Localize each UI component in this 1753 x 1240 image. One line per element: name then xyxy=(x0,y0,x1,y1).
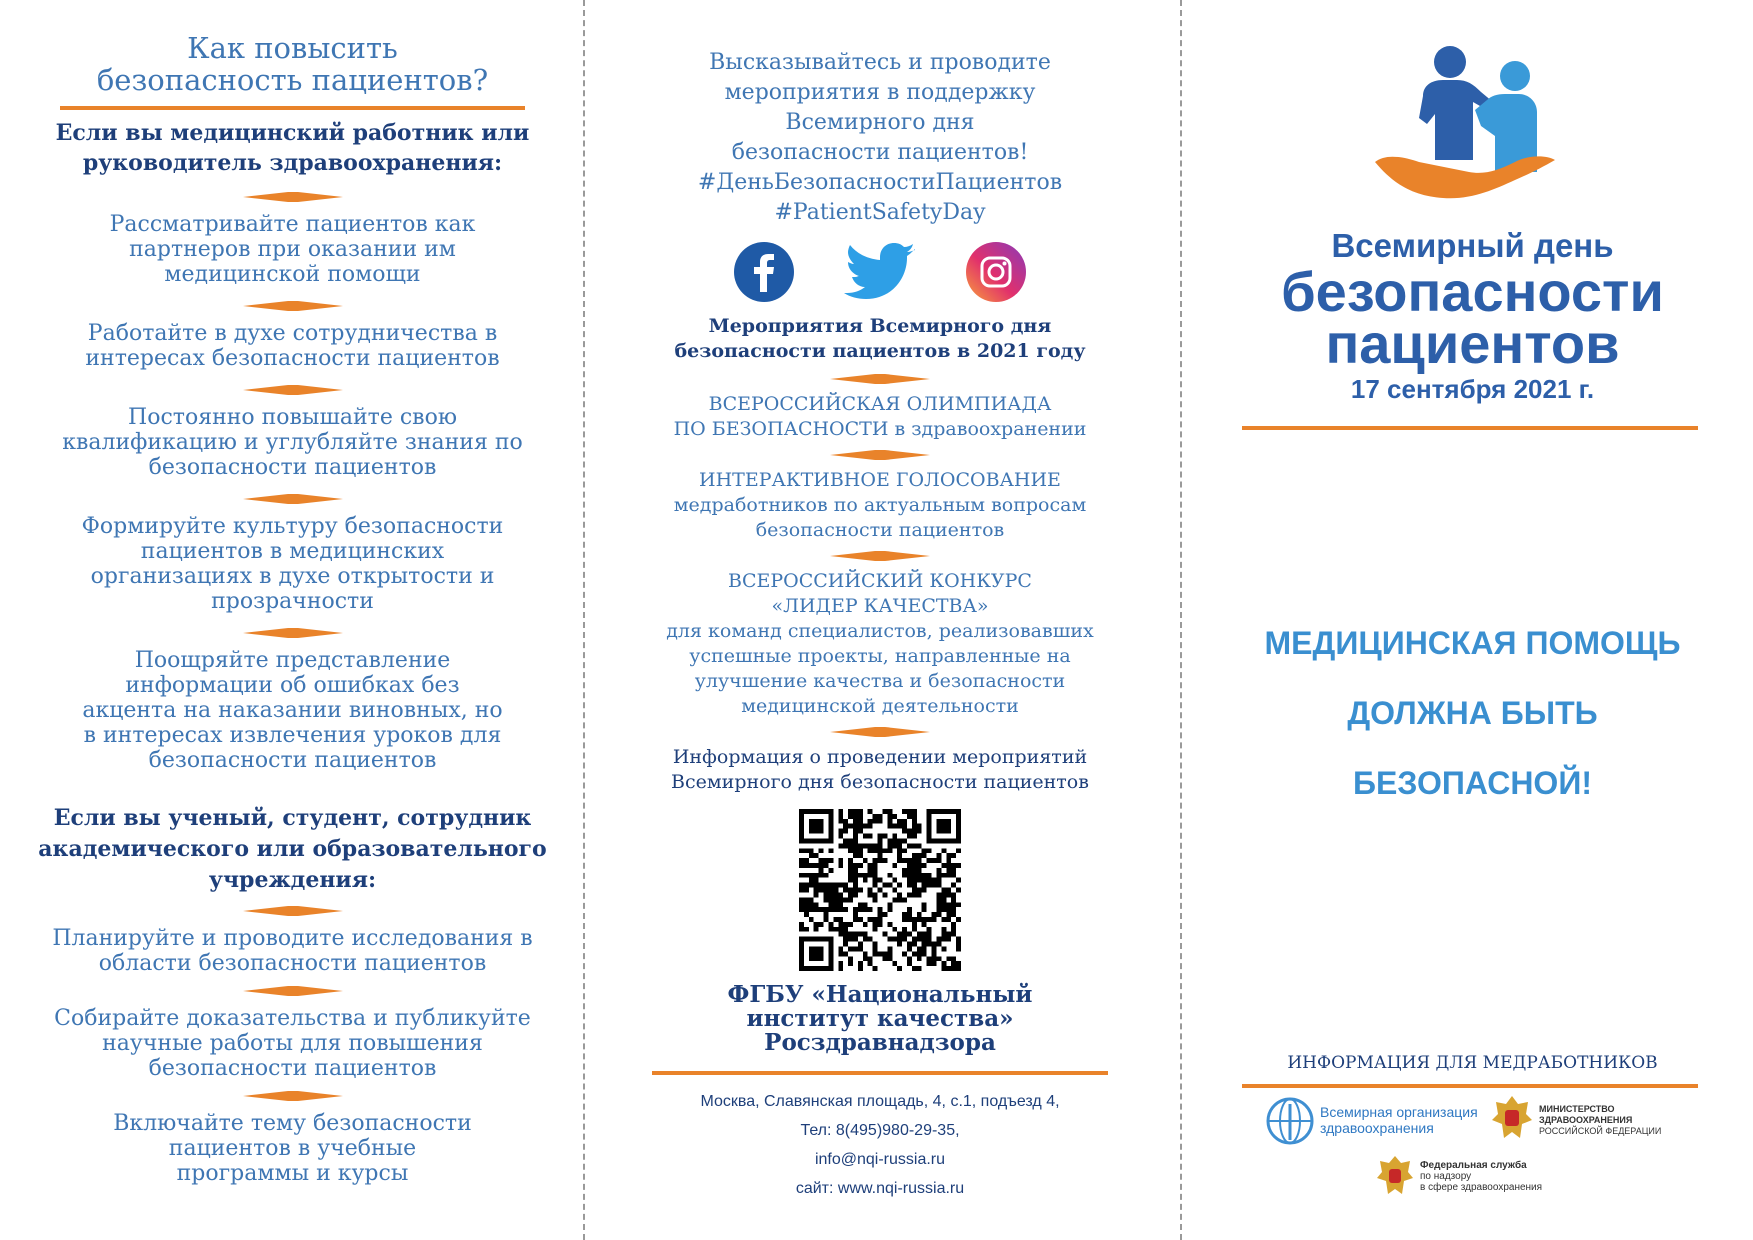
text-line: Рассматривайте пациентов как xyxy=(109,212,476,237)
text-line: безопасности пациентов xyxy=(755,519,1005,541)
text-line: #ДеньБезопасностиПациентов xyxy=(697,170,1063,195)
advice-item xyxy=(30,212,555,287)
info-underline xyxy=(1242,1084,1698,1088)
who-name: Всемирная организация здравоохранения xyxy=(1320,1104,1478,1136)
title-underline xyxy=(60,106,525,110)
text-line: ВСЕРОССИЙСКИЙ КОНКУРС xyxy=(728,570,1032,592)
advice-item xyxy=(30,514,555,614)
middle-panel xyxy=(640,0,1120,1240)
email-link[interactable]: info@nqi-russia.ru xyxy=(814,1151,946,1168)
text-line: безопасности пациентов! xyxy=(731,140,1029,165)
slogan: МЕДИЦИНСКАЯ ПОМОЩЬ ДОЛЖНА БЫТЬ БЕЗОПАСНОЙ! xyxy=(1264,625,1681,801)
text-line: организациях в духе открытости и xyxy=(90,564,495,589)
events-heading: Мероприятия Всемирного дня безопасности пациентов в 2021 году xyxy=(674,315,1086,362)
divider xyxy=(243,192,343,202)
text-line: «ЛИДЕР КАЧЕСТВА» xyxy=(771,595,989,617)
qr-code[interactable] xyxy=(799,809,961,971)
org-underline xyxy=(652,1071,1108,1075)
info-text xyxy=(640,745,1120,795)
text-line: Постоянно повышайте свою xyxy=(128,405,457,430)
divider xyxy=(243,986,343,996)
text-line: в интересах извлечения уроков для xyxy=(83,723,502,748)
event-voting xyxy=(640,468,1120,543)
contacts xyxy=(640,1087,1120,1203)
phone[interactable]: Тел: 8(495)980-29-35, xyxy=(800,1122,960,1139)
text-line: пациентов в медицинских xyxy=(140,539,445,564)
section1-list xyxy=(30,192,555,773)
text-line: Высказывайтесь и проводите xyxy=(709,50,1051,75)
text-line: области безопасности пациентов xyxy=(98,951,487,976)
text-line: ВСЕРОССИЙСКАЯ ОЛИМПИАДА xyxy=(708,393,1052,415)
social-icons xyxy=(640,242,1120,308)
info-label: ИНФОРМАЦИЯ ДЛЯ МЕДРАБОТНИКОВ xyxy=(1287,1053,1658,1073)
divider xyxy=(830,450,930,460)
divider xyxy=(243,906,343,916)
rzn-emblem-icon xyxy=(1375,1154,1415,1198)
divider xyxy=(243,385,343,395)
rzn-name: Федеральная служба по надзору в сфере здравоохранения xyxy=(1420,1160,1543,1193)
divider xyxy=(830,374,930,384)
text-line: ИНТЕРАКТИВНОЕ ГОЛОСОВАНИЕ xyxy=(699,469,1061,491)
text-line: программы и курсы xyxy=(176,1161,409,1186)
text-line: Информация о проведении мероприятий xyxy=(672,746,1088,768)
text-line: информации об ошибках без xyxy=(125,673,460,698)
minzdrav-emblem-icon xyxy=(1490,1094,1534,1142)
text-line: улучшение качества и безопасности xyxy=(694,670,1066,692)
org-name: ФГБУ «Национальный институт качества» Росздравнадзора xyxy=(727,981,1033,1056)
right-panel xyxy=(1225,0,1720,1240)
twitter-icon[interactable] xyxy=(843,242,917,302)
advice-item xyxy=(30,405,555,480)
text-line: Всемирного дня безопасности пациентов xyxy=(671,771,1089,793)
text-line: для команд специалистов, реализовавших xyxy=(666,620,1094,642)
text-line: медицинской помощи xyxy=(164,262,421,287)
section2-list xyxy=(30,906,555,1186)
text-line: прозрачности xyxy=(211,589,374,614)
text-line: медработников по актуальным вопросам xyxy=(673,494,1087,516)
logo-people-icon xyxy=(1375,44,1555,204)
intro-text xyxy=(640,48,1120,228)
text-line: Всемирного дня xyxy=(785,110,975,135)
text-line: пациентов в учебные xyxy=(168,1136,417,1161)
text-line: Планируйте и проводите исследования в xyxy=(52,926,533,951)
text-line: Включайте тему безопасности xyxy=(113,1111,472,1136)
text-line: мероприятия в поддержку xyxy=(724,80,1036,105)
advice-item xyxy=(30,321,555,371)
text-line: безопасности пациентов xyxy=(148,1056,437,1081)
divider xyxy=(830,727,930,737)
section2-heading: Если вы ученый, студент, сотрудник академического или образовательного учреждения: xyxy=(38,805,547,893)
instagram-icon[interactable] xyxy=(966,242,1026,302)
fold-line-2 xyxy=(1180,0,1182,1240)
advice-item xyxy=(30,1111,555,1186)
advice-item xyxy=(30,1006,555,1081)
left-panel xyxy=(30,0,555,1240)
logo-underline xyxy=(1242,426,1698,430)
divider xyxy=(243,494,343,504)
minzdrav-name: МИНИСТЕРСТВО ЗДРАВООХРАНЕНИЯ РОССИЙСКОЙ ФЕДЕРАЦИИ xyxy=(1539,1104,1662,1136)
left-title: Как повысить безопасность пациентов? xyxy=(96,31,489,97)
advice-item xyxy=(30,648,555,773)
text-line: безопасности пациентов xyxy=(148,455,437,480)
divider xyxy=(830,551,930,561)
text-line: ПО БЕЗОПАСНОСТИ в здравоохранении xyxy=(673,418,1087,440)
address: Москва, Славянская площадь, 4, с.1, подъезд 4, xyxy=(700,1093,1060,1110)
section1-heading: Если вы медицинский работник или руководитель здравоохранения: xyxy=(55,120,530,176)
site-link[interactable]: сайт: www.nqi-russia.ru xyxy=(795,1180,965,1197)
text-line: партнеров при оказании им xyxy=(129,237,456,262)
text-line: интересах безопасности пациентов xyxy=(85,346,500,371)
text-line: #PatientSafetyDay xyxy=(774,200,986,225)
text-line: квалификацию и углубляйте знания по xyxy=(62,430,523,455)
divider xyxy=(243,301,343,311)
divider xyxy=(243,1091,343,1101)
divider xyxy=(243,628,343,638)
who-emblem-icon xyxy=(1265,1096,1315,1146)
text-line: акцента на наказании виновных, но xyxy=(82,698,503,723)
text-line: Поощряйте представление xyxy=(134,648,451,673)
text-line: научные работы для повышения xyxy=(102,1031,483,1056)
advice-item xyxy=(30,926,555,976)
logo-title: Всемирный день безопасности пациентов 17 сентября 2021 г. xyxy=(1281,227,1664,404)
text-line: безопасности пациентов xyxy=(148,748,437,773)
event-contest xyxy=(640,569,1120,719)
text-line: Формируйте культуру безопасности xyxy=(81,514,504,539)
text-line: медицинской деятельности xyxy=(741,695,1019,717)
text-line: Собирайте доказательства и публикуйте xyxy=(54,1006,531,1031)
text-line: успешные проекты, направленные на xyxy=(689,645,1071,667)
facebook-icon[interactable] xyxy=(734,242,794,302)
text-line: Работайте в духе сотрудничества в xyxy=(87,321,498,346)
fold-line-1 xyxy=(583,0,585,1240)
event-olympiad xyxy=(640,392,1120,442)
